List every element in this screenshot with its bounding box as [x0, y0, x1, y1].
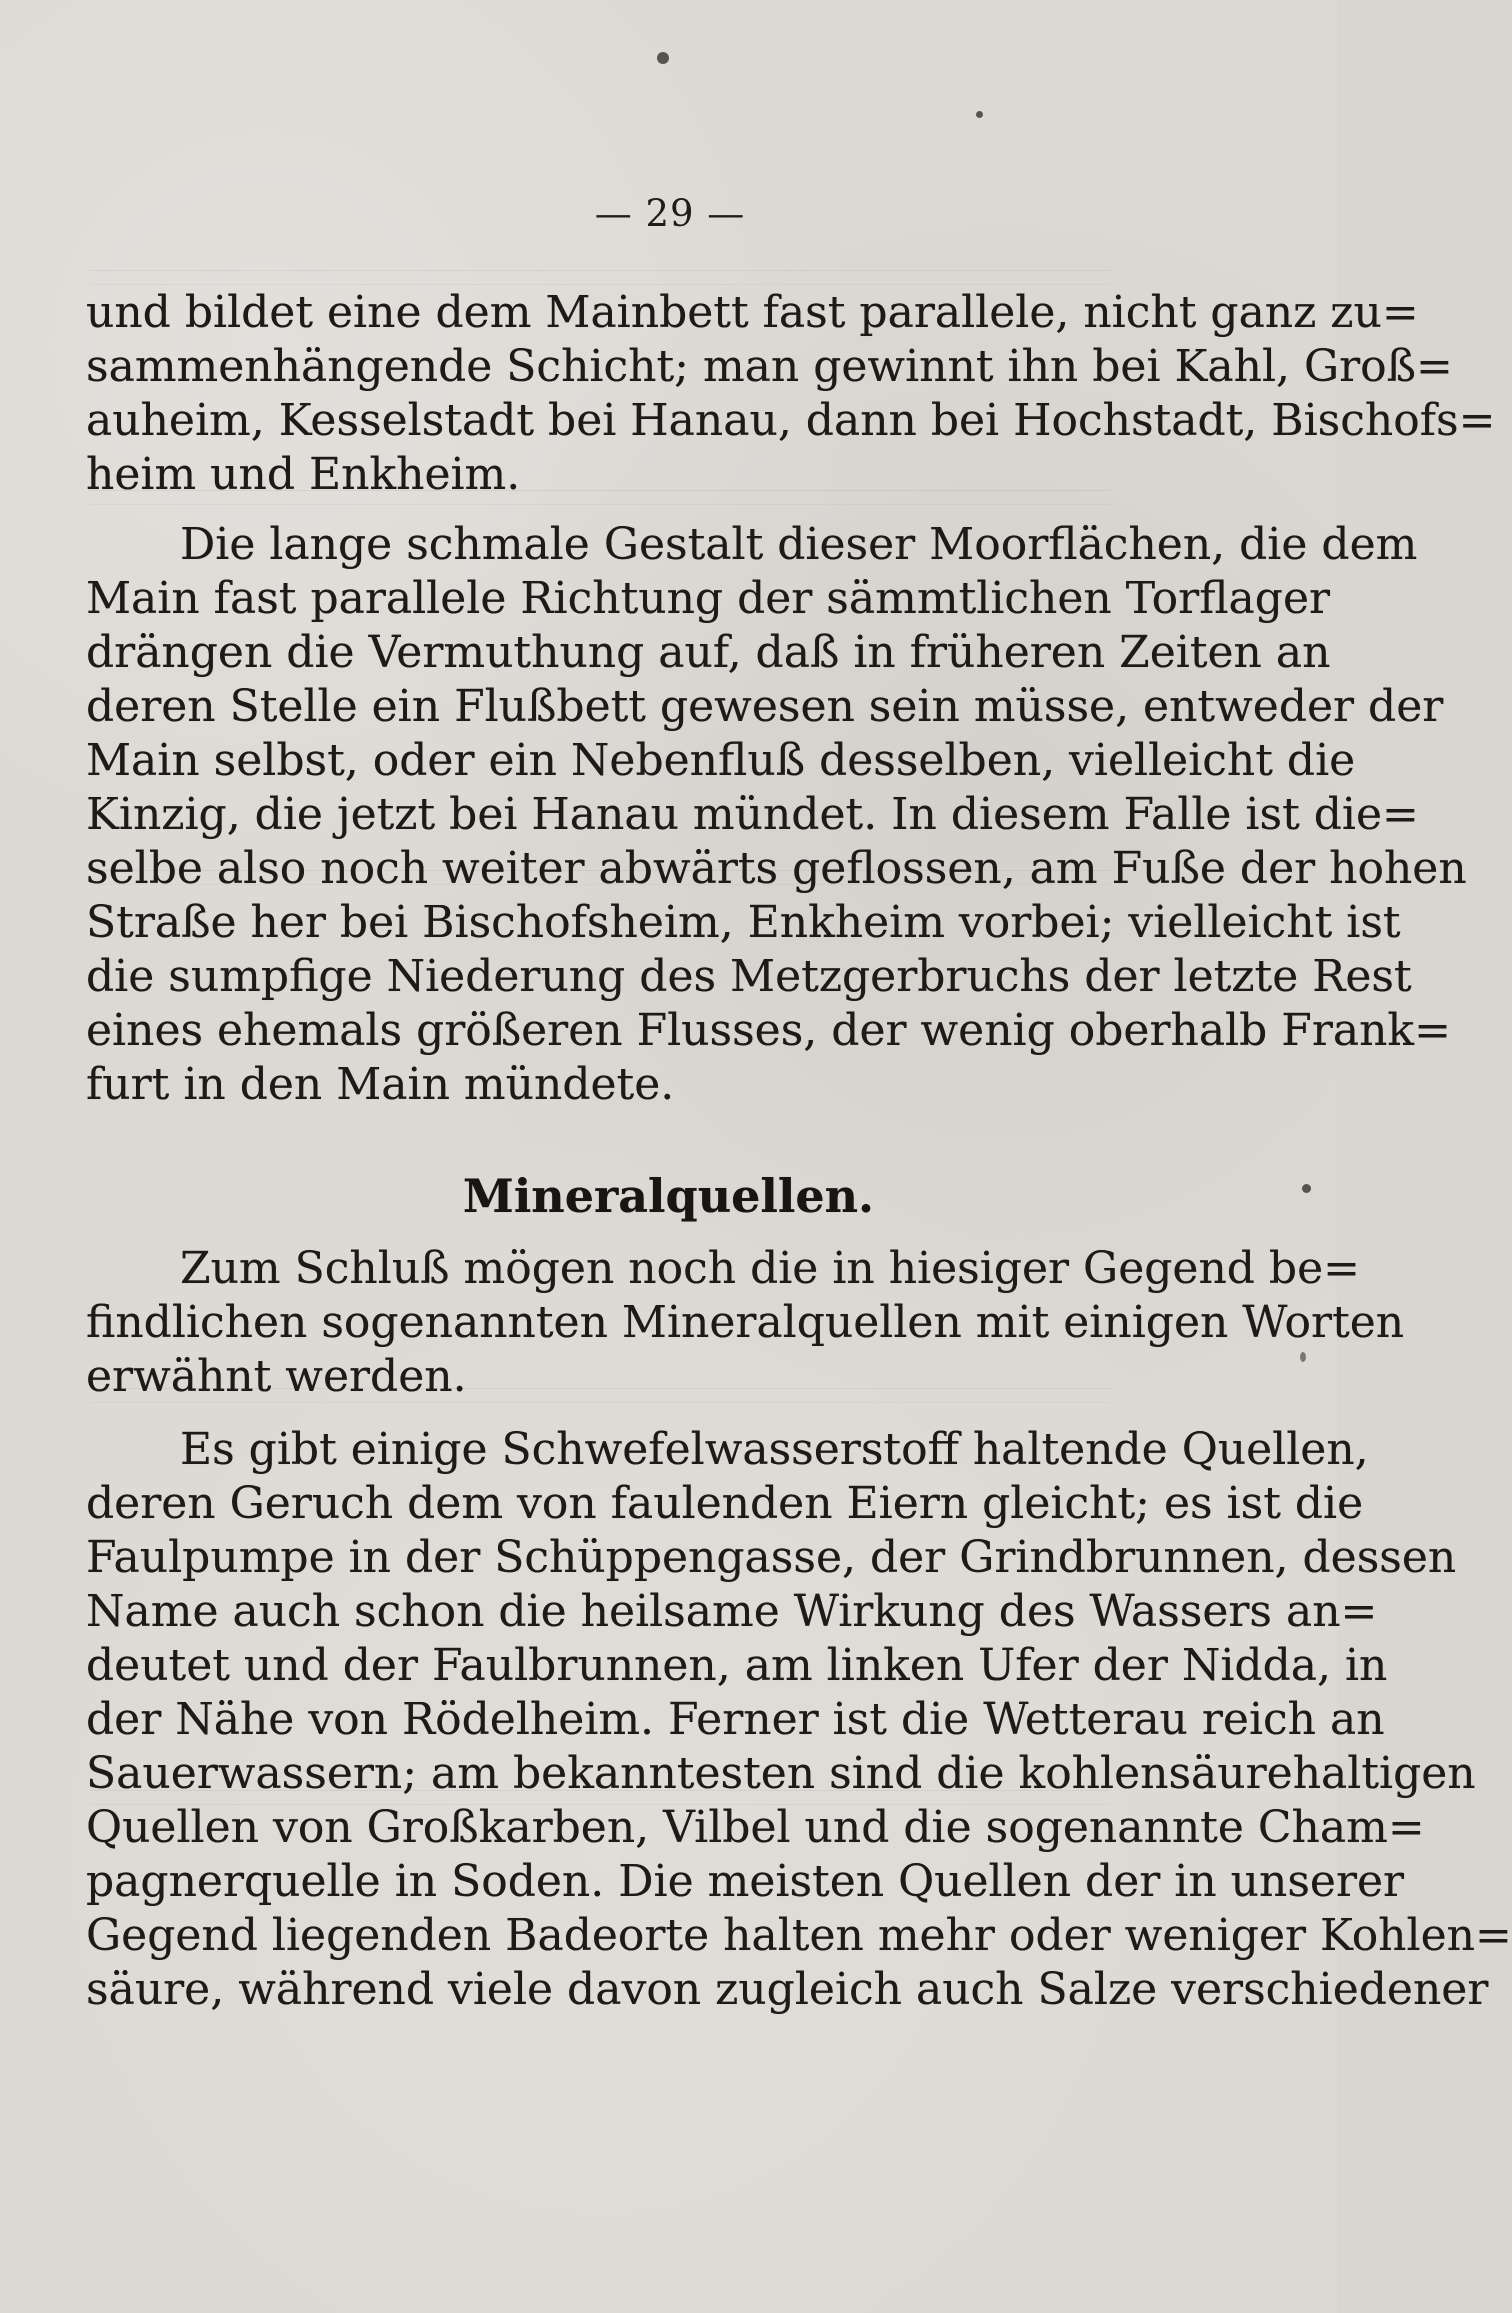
text-line: und bildet eine dem Mainbett fast parallele, nicht ganz zu=	[86, 287, 1419, 338]
text-line: Kinzig, die jetzt bei Hanau mündet. In diesem Falle ist die=	[86, 789, 1419, 840]
text-line: selbe also noch weiter abwärts geflossen, am Fuße der hohen	[86, 843, 1467, 894]
text-line: Faulpumpe in der Schüppengasse, der Grindbrunnen, dessen	[86, 1532, 1457, 1583]
text-line: Die lange schmale Gestalt dieser Moorflächen, die dem	[180, 519, 1418, 570]
text-line: heim und Enkheim.	[86, 449, 521, 500]
text-line: pagnerquelle in Soden. Die meisten Quellen der in unserer	[86, 1856, 1405, 1907]
ink-speck	[1302, 1184, 1311, 1193]
text-line: Quellen von Großkarben, Vilbel und die sogenannte Cham=	[86, 1802, 1425, 1853]
text-line: deren Stelle ein Flußbett gewesen sein müsse, entweder der	[86, 681, 1444, 732]
text-line: Zum Schluß mögen noch die in hiesiger Gegend be=	[180, 1243, 1361, 1294]
text-line: findlichen sogenannten Mineralquellen mit einigen Worten	[86, 1297, 1405, 1348]
text-line: Gegend liegenden Badeorte halten mehr oder weniger Kohlen=	[86, 1910, 1512, 1961]
text-line: Sauerwassern; am bekanntesten sind die kohlensäurehaltigen	[86, 1748, 1476, 1799]
text-line: Straße her bei Bischofsheim, Enkheim vorbei; vielleicht ist	[86, 897, 1401, 948]
text-line: sammenhängende Schicht; man gewinnt ihn bei Kahl, Groß=	[86, 341, 1453, 392]
ink-speck	[976, 111, 983, 118]
text-line: deutet und der Faulbrunnen, am linken Ufer der Nidda, in	[86, 1640, 1388, 1691]
text-line: erwähnt werden.	[86, 1351, 467, 1402]
text-line: säure, während viele davon zugleich auch Salze verschiedener	[86, 1964, 1489, 2015]
text-line: Main selbst, oder ein Nebenfluß desselben, vielleicht die	[86, 735, 1356, 786]
ink-speck	[1300, 1352, 1306, 1362]
text-line: Main fast parallele Richtung der sämmtlichen Torflager	[86, 573, 1331, 624]
section-heading: Mineralquellen.	[462, 1169, 875, 1223]
text-line: furt in den Main mündete.	[86, 1059, 675, 1110]
text-line: drängen die Vermuthung auf, daß in früheren Zeiten an	[86, 627, 1331, 678]
text-line: eines ehemals größeren Flusses, der wenig oberhalb Frank=	[86, 1005, 1451, 1056]
text-line: der Nähe von Rödelheim. Ferner ist die Wetterau reich an	[86, 1694, 1385, 1745]
page-number: — 29 —	[594, 192, 746, 235]
text-line: Name auch schon die heilsame Wirkung des Wassers an=	[86, 1586, 1378, 1637]
text-line: Es gibt einige Schwefelwasserstoff haltende Quellen,	[180, 1424, 1369, 1475]
text-line: deren Geruch dem von faulenden Eiern gleicht; es ist die	[86, 1478, 1364, 1529]
text-line: die sumpfige Niederung des Metzgerbruchs der letzte Rest	[86, 951, 1412, 1002]
text-line: auheim, Kesselstadt bei Hanau, dann bei Hochstadt, Bischofs=	[86, 395, 1496, 446]
ink-speck	[657, 52, 669, 64]
